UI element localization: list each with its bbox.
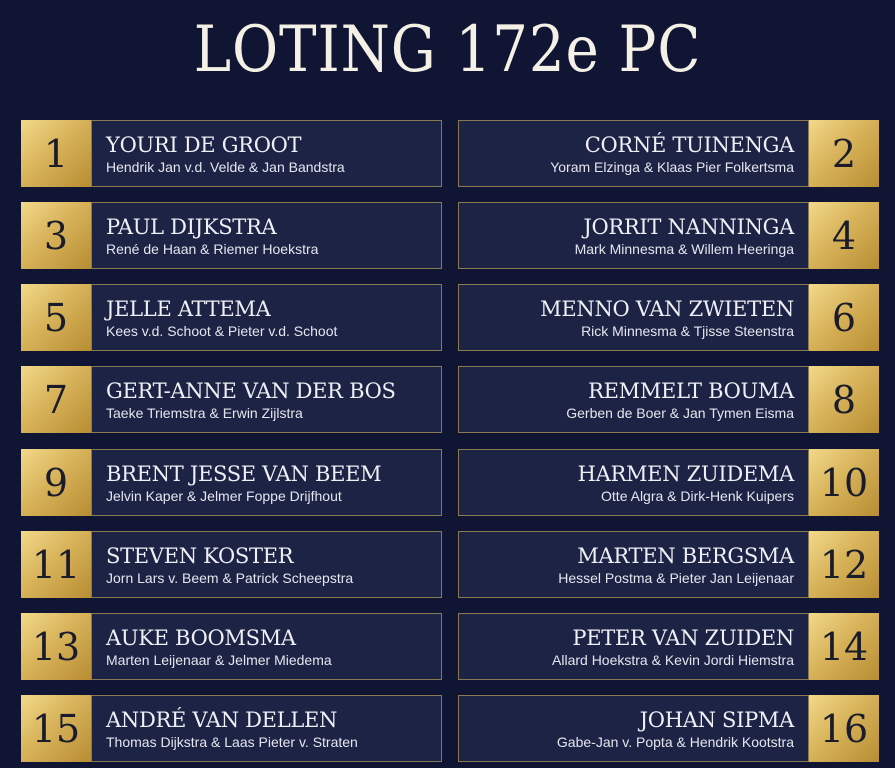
entry-info <box>458 202 809 269</box>
draw-number: 6 <box>809 284 879 351</box>
draw-entry <box>458 531 879 598</box>
draw-entry <box>21 202 442 269</box>
partner-names: Hendrik Jan v.d. Velde & Jan Bandstra <box>106 158 345 175</box>
draw-entry <box>21 120 442 187</box>
partner-names: Thomas Dijkstra & Laas Pieter v. Straten <box>106 733 358 750</box>
entry-info <box>91 366 442 433</box>
draw-number: 16 <box>809 695 879 762</box>
entry-info <box>458 366 809 433</box>
entry-info <box>91 695 442 762</box>
player-name: JELLE ATTEMA <box>106 296 271 321</box>
entry-info <box>91 531 442 598</box>
entry-info <box>91 120 442 187</box>
entry-info <box>458 613 809 680</box>
partner-names: Otte Algra & Dirk-Henk Kuipers <box>601 487 794 504</box>
entry-info <box>91 449 442 516</box>
page-title: LOTING 172e PC <box>193 13 702 87</box>
draw-number: 11 <box>21 531 91 598</box>
draw-number: 12 <box>809 531 879 598</box>
partner-names: Jorn Lars v. Beem & Patrick Scheepstra <box>106 569 354 586</box>
partner-names: Gerben de Boer & Jan Tymen Eisma <box>566 404 794 421</box>
draw-entry <box>458 695 879 762</box>
draw-number: 14 <box>809 613 879 680</box>
draw-number: 1 <box>21 120 91 187</box>
entry-info <box>458 695 809 762</box>
player-name: AUKE BOOMSMA <box>106 625 296 650</box>
player-name: ANDRÉ VAN DELLEN <box>106 707 338 732</box>
entry-info <box>458 284 809 351</box>
player-name: YOURI DE GROOT <box>106 132 302 157</box>
draw-number: 4 <box>809 202 879 269</box>
draw-number: 2 <box>809 120 879 187</box>
partner-names: René de Haan & Riemer Hoekstra <box>106 240 319 257</box>
draw-entry <box>458 202 879 269</box>
draw-entry <box>458 613 879 680</box>
draw-entry <box>21 613 442 680</box>
draw-entry <box>21 284 442 351</box>
player-name: PAUL DIJKSTRA <box>106 214 277 239</box>
entry-info <box>458 449 809 516</box>
entry-info <box>91 284 442 351</box>
partner-names: Gabe-Jan v. Popta & Hendrik Kootstra <box>556 733 794 750</box>
draw-entry <box>21 531 442 598</box>
draw-number: 3 <box>21 202 91 269</box>
draw-number: 5 <box>21 284 91 351</box>
draw-entry <box>21 695 442 762</box>
draw-number: 13 <box>21 613 91 680</box>
draw-entry <box>458 366 879 433</box>
draw-number: 9 <box>21 449 91 516</box>
entry-info <box>91 613 442 680</box>
draw-entry <box>21 449 442 516</box>
player-name: PETER VAN ZUIDEN <box>572 625 794 650</box>
partner-names: Hessel Postma & Pieter Jan Leijenaar <box>558 569 794 586</box>
player-name: REMMELT BOUMA <box>588 378 794 403</box>
player-name: BRENT JESSE VAN BEEM <box>106 461 382 486</box>
draw-entry <box>458 120 879 187</box>
player-name: CORNÉ TUINENGA <box>584 132 794 157</box>
partner-names: Jelvin Kaper & Jelmer Foppe Drijfhout <box>106 487 342 504</box>
partner-names: Allard Hoekstra & Kevin Jordi Hiemstra <box>552 651 794 668</box>
player-name: JORRIT NANNINGA <box>583 214 794 239</box>
partner-names: Yoram Elzinga & Klaas Pier Folkertsma <box>550 158 794 175</box>
partner-names: Marten Leijenaar & Jelmer Miedema <box>106 651 332 668</box>
player-name: HARMEN ZUIDEMA <box>577 461 794 486</box>
player-name: JOHAN SIPMA <box>639 707 794 732</box>
partner-names: Mark Minnesma & Willem Heeringa <box>574 240 794 257</box>
draw-entry <box>458 449 879 516</box>
player-name: GERT-ANNE VAN DER BOS <box>106 378 396 403</box>
entry-info <box>458 531 809 598</box>
partner-names: Kees v.d. Schoot & Pieter v.d. Schoot <box>106 322 338 339</box>
draw-entry <box>21 366 442 433</box>
entry-info <box>458 120 809 187</box>
player-name: STEVEN KOSTER <box>106 543 294 568</box>
entry-info <box>91 202 442 269</box>
player-name: MARTEN BERGSMA <box>577 543 794 568</box>
draw-entry <box>458 284 879 351</box>
draw-number: 8 <box>809 366 879 433</box>
partner-names: Taeke Triemstra & Erwin Zijlstra <box>106 404 303 421</box>
draw-number: 7 <box>21 366 91 433</box>
draw-number: 10 <box>809 449 879 516</box>
partner-names: Rick Minnesma & Tjisse Steenstra <box>581 322 794 339</box>
player-name: MENNO VAN ZWIETEN <box>540 296 794 321</box>
draw-number: 15 <box>21 695 91 762</box>
